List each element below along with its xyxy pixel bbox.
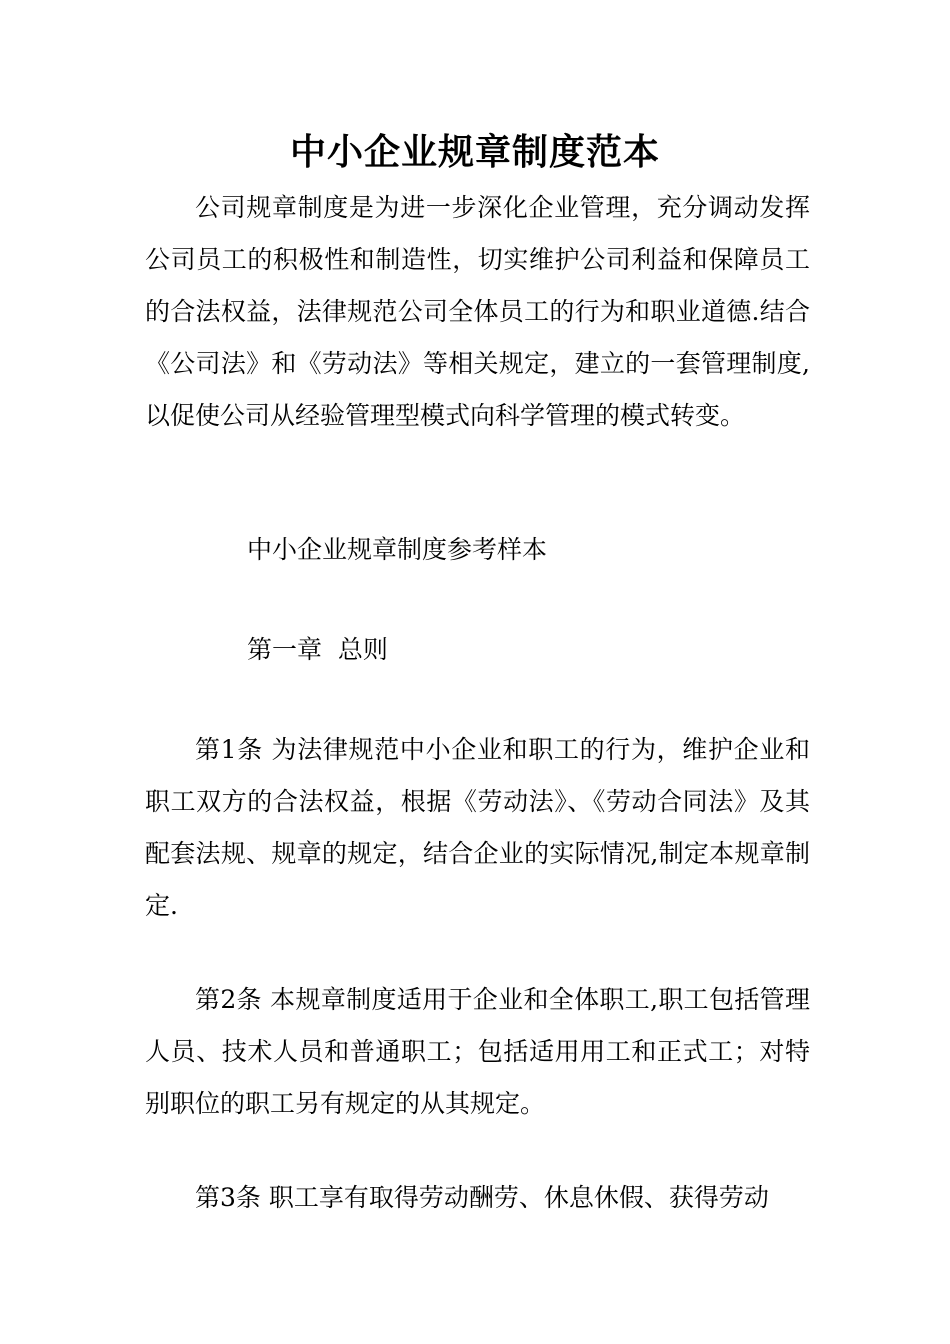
article-3: 第3条 职工享有取得劳动酬劳、休息休假、获得劳动 — [195, 1183, 769, 1212]
document-title: 中小企业规章制度范本 — [289, 131, 660, 173]
article-2: 第2条 本规章制度适用于企业和全体职工,职工包括管理人员、技术人员和普通职工；包括适用用工和正式工；对特别职位的职工另有规定的从其规定。 — [145, 985, 810, 1118]
article-1: 第1条 为法律规范中小企业和职工的行为，维护企业和职工双方的合法权益，根据《劳动法》、《劳动合同法》及其配套法规、规章的规定，结合企业的实际情况,制定本规章制定. — [145, 735, 810, 920]
chapter-heading: 第一章 总则 — [247, 635, 388, 664]
intro-paragraph: 公司规章制度是为进一步深化企业管理，充分调动发挥公司员工的积极性和制造性，切实维护公司利益和保障员工的合法权益，法律规范公司全体员工的行为和职业道德.结合《公司法》和《劳动法》等相关规定，建立的一套管理制度,以促使公司从经验管理型模式向科学管理的模式转变。 — [145, 193, 810, 430]
sample-heading: 中小企业规章制度参考样本 — [247, 535, 548, 564]
